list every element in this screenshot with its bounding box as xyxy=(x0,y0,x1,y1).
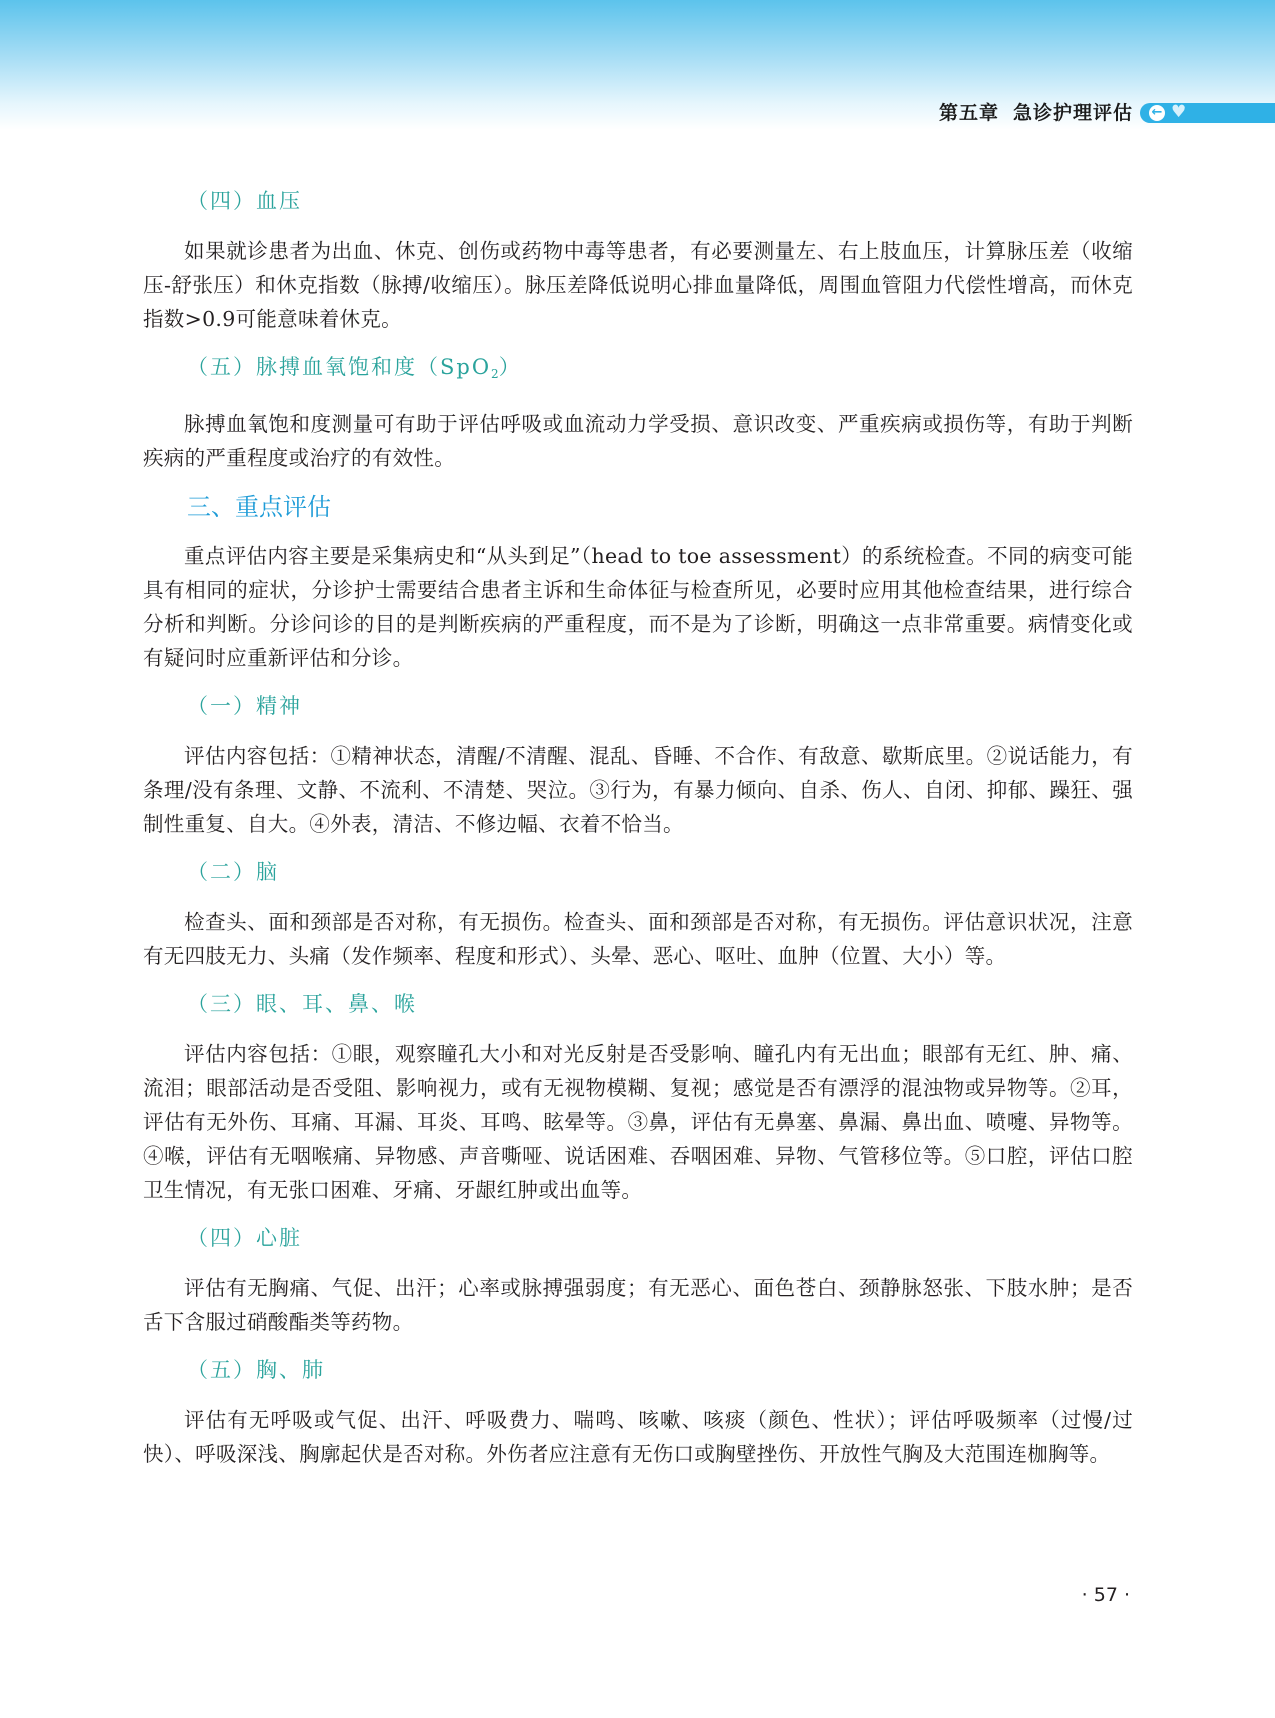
subsection-heading: （一）精神 xyxy=(187,694,302,718)
heart-icon: ♥ xyxy=(1171,102,1187,122)
chapter-number: 第五章 xyxy=(938,102,999,124)
arrow-left-icon: ← xyxy=(1149,105,1165,121)
subsection-heading: （四）血压 xyxy=(187,189,302,213)
page-number: · 57 · xyxy=(1081,1584,1130,1606)
page-content xyxy=(143,186,1133,1487)
heading-suffix: ） xyxy=(498,355,522,379)
subsection-heading: （四）心脏 xyxy=(187,1226,302,1250)
section-heading: 三、重点评估 xyxy=(187,493,331,521)
subsection-heading: （五）胸、肺 xyxy=(187,1358,325,1382)
body-paragraph: 检查头、面和颈部是否对称，有无损伤。检查头、面和颈部是否对称，有无损伤。评估意识状况，注意有无四肢无力、头痛（发作频率、程度和形式）、头晕、恶心、呕吐、血肿（位置、大小）等。 xyxy=(143,910,1133,968)
body-paragraph: 如果就诊患者为出血、休克、创伤或药物中毒等患者，有必要测量左、右上肢血压，计算脉压差（收缩压-舒张压）和休克指数（脉搏/收缩压）。脉压差降低说明心排血量降低，周围血管阻力代偿性增高，而休克指数>0.9可能意味着休克。 xyxy=(143,239,1133,331)
body-paragraph: 重点评估内容主要是采集病史和“从头到足”（head to toe assessment）的系统检查。不同的病变可能具有相同的症状，分诊护士需要结合患者主诉和生命体征与检查所见，必要时应用其他检查结果，进行综合分析和判断。分诊问诊的目的是判断疾病的严重程度，而不是为了诊断，明确这一点非常重要。病情变化或有疑问时应重新评估和分诊。 xyxy=(143,544,1133,670)
chapter-title xyxy=(939,100,1133,126)
heading-text: （五）脉搏血氧饱和度（SpO xyxy=(187,355,492,379)
subsection-heading: （二）脑 xyxy=(187,860,279,884)
subsection-heading: （三）眼、耳、鼻、喉 xyxy=(187,992,417,1016)
chapter-bar xyxy=(1140,103,1275,123)
body-paragraph: 评估有无呼吸或气促、出汗、呼吸费力、喘鸣、咳嗽、咳痰（颜色、性状）；评估呼吸频率（过慢/过快）、呼吸深浅、胸廓起伏是否对称。外伤者应注意有无伤口或胸壁挫伤、开放性气胸及大范围连枷胸等。 xyxy=(143,1408,1133,1466)
body-paragraph: 评估内容包括：①精神状态，清醒/不清醒、混乱、昏睡、不合作、有敌意、歇斯底里。②说话能力，有条理/没有条理、文静、不流利、不清楚、哭泣。③行为，有暴力倾向、自杀、伤人、自闭、抑郁、躁狂、强制性重复、自大。④外表，清洁、不修边幅、衣着不恰当。 xyxy=(143,744,1133,836)
body-paragraph: 评估内容包括：①眼，观察瞳孔大小和对光反射是否受影响、瞳孔内有无出血；眼部有无红、肿、痛、流泪；眼部活动是否受阻、影响视力，或有无视物模糊、复视；感觉是否有漂浮的混浊物或异物等。②耳，评估有无外伤、耳痛、耳漏、耳炎、耳鸣、眩晕等。③鼻，评估有无鼻塞、鼻漏、鼻出血、喷嚏、异物等。④喉，评估有无咽喉痛、异物感、声音嘶哑、说话困难、吞咽困难、异物、气管移位等。⑤口腔，评估口腔卫生情况，有无张口困难、牙痛、牙龈红肿或出血等。 xyxy=(143,1042,1133,1202)
subsection-heading xyxy=(187,352,1133,389)
chapter-name: 急诊护理评估 xyxy=(1012,102,1133,124)
body-paragraph: 评估有无胸痛、气促、出汗；心率或脉搏强弱度；有无恶心、面色苍白、颈静脉怒张、下肢水肿；是否舌下含服过硝酸酯类等药物。 xyxy=(143,1276,1133,1334)
subscript: 2 xyxy=(491,367,499,381)
body-paragraph: 脉搏血氧饱和度测量可有助于评估呼吸或血流动力学受损、意识改变、严重疾病或损伤等，有助于判断疾病的严重程度或治疗的有效性。 xyxy=(143,412,1133,470)
